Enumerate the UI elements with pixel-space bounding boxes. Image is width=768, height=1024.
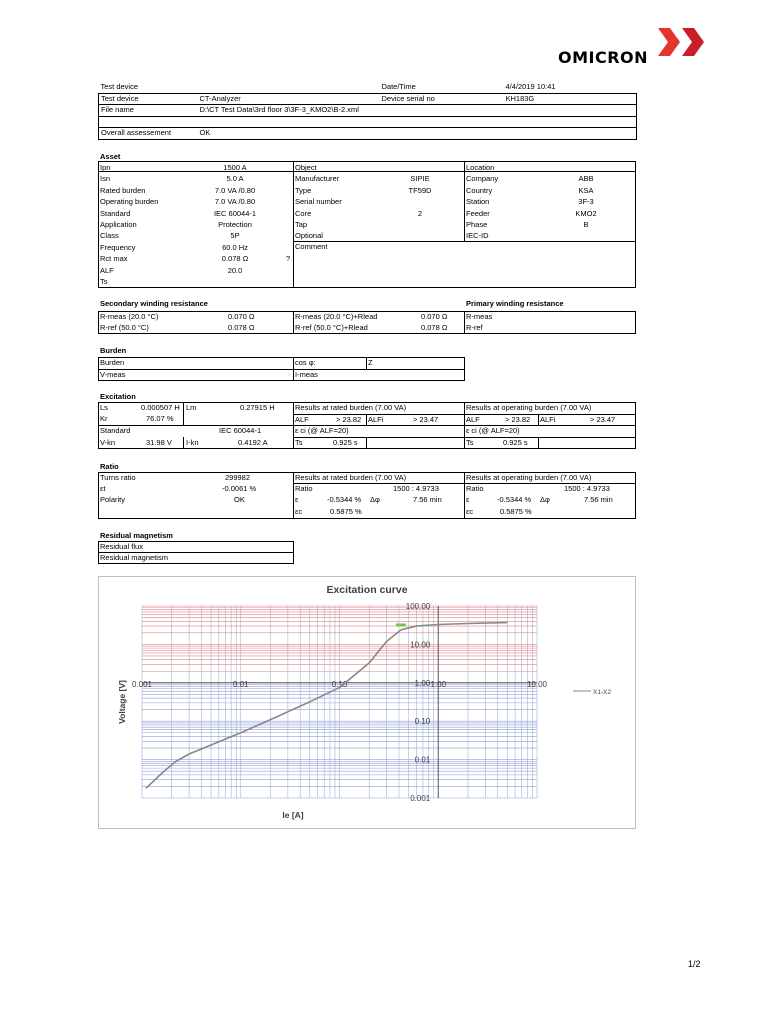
asset-row-label: Ipn: [100, 163, 111, 172]
primary-winding-title: Primary winding resistance: [466, 299, 564, 308]
asset-row: [466, 173, 634, 184]
turns-label: Turns ratio: [100, 473, 136, 482]
y-tick-label: 0.001: [410, 794, 431, 803]
asset-row-value: Protection: [218, 219, 252, 229]
rmeas-lead-value: 0.070 Ω: [421, 312, 448, 321]
ikn-value: 0.4192 A: [238, 438, 268, 447]
x-tick-label: 0.01: [232, 679, 249, 689]
ratio-rated-e-label: ε: [295, 495, 299, 504]
y-tick-label: 10.00: [410, 640, 431, 650]
rref-lead-label: R-ref (50.0 °C)+Rlead: [295, 323, 368, 332]
asset-row-label: Standard: [100, 208, 131, 218]
rct-mark: ?: [286, 254, 291, 263]
vkn-label: V-kn: [100, 438, 116, 447]
asset-location: [466, 162, 634, 242]
y-tick-label: 1.00: [414, 678, 431, 688]
ratio-oper-ec-label: εc: [466, 507, 474, 516]
datetime-value: 4/4/2019 10:41: [505, 82, 556, 92]
excitation-chart: [98, 576, 636, 829]
ratio-oper-dphi-value: 7.56 min: [584, 495, 613, 504]
ratio-rated-title: Results at rated burden (7.00 VA): [295, 473, 407, 482]
exc-rated-alf-label: ALF: [295, 415, 309, 424]
serial-label: Device serial no: [380, 93, 504, 105]
exc-rated-ts-label: Ts: [295, 438, 303, 447]
asset-row-label: Rated burden: [100, 185, 146, 195]
brand-name: OMICRON: [558, 48, 649, 67]
ikn-label: I-kn: [186, 438, 199, 447]
asset-row: [295, 208, 463, 219]
rref-lead-value: 0.078 Ω: [421, 323, 448, 332]
exc-oper-alfi-value: > 23.47: [590, 415, 616, 424]
device-label: Test device: [99, 93, 198, 105]
residual-title: Residual magnetism: [100, 531, 173, 540]
asset-row: [100, 185, 292, 196]
ratio-rated-ratio-label: Ratio: [295, 484, 313, 493]
et-value: -0.0061 %: [222, 484, 257, 493]
x-tick-label: 1.00: [430, 679, 447, 689]
asset-row-value: 5P: [230, 231, 240, 241]
exc-oper-ts-value: 0.925 s: [503, 438, 528, 447]
ratio-title: Ratio: [100, 462, 119, 471]
polarity-value: OK: [234, 495, 245, 504]
overall-label: Overall assessement: [99, 128, 198, 140]
ratio-oper-ratio-label: Ratio: [466, 484, 484, 493]
burden-label: Burden: [100, 358, 125, 367]
asset-row-label: Serial number: [295, 197, 342, 207]
residual-magnetism-label: Residual magnetism: [100, 553, 168, 562]
secondary-winding-title: Secondary winding resistance: [100, 299, 208, 308]
exc-oper-ts-label: Ts: [466, 438, 474, 447]
asset-row: [466, 219, 634, 230]
z-label: Z: [368, 358, 373, 367]
asset-row: [100, 162, 292, 173]
asset-title: Asset: [100, 152, 121, 161]
exc-rated-title: Results at rated burden (7.00 VA): [295, 403, 407, 412]
ratio-oper-dphi-label: Δφ: [540, 495, 550, 504]
asset-row: [466, 230, 634, 241]
asset-row-label: Station: [466, 197, 490, 207]
exc-oper-alf-label: ALF: [466, 415, 480, 424]
asset-row-value: 1500 A: [223, 163, 247, 172]
asset-row: [295, 173, 463, 184]
asset-row: [295, 185, 463, 196]
burden-title: Burden: [100, 346, 127, 355]
cos-label: cos φ:: [295, 358, 316, 367]
ratio-rated-dphi-value: 7.56 min: [413, 495, 442, 504]
test-device-label: Test device: [100, 82, 139, 92]
turns-value: 299982: [225, 473, 251, 482]
asset-row-label: Rct max: [100, 254, 128, 264]
asset-row-label: Isn: [100, 174, 111, 184]
vkn-value: 31.98 V: [146, 438, 172, 447]
asset-row-label: Phase: [466, 219, 488, 229]
asset-row-value: SIPIE: [410, 174, 430, 184]
x-tick-label: 10.00: [526, 679, 548, 689]
asset-row: [295, 230, 463, 241]
exc-oper-eci-label: ε ci (@ ALF=20): [466, 426, 520, 435]
ratio-rated-e-value: -0.5344 %: [327, 495, 362, 504]
overall-value: OK: [198, 128, 637, 140]
asset-row-label: Core: [295, 208, 312, 218]
exc-standard-value: IEC 60044-1: [219, 426, 262, 435]
asset-row: [466, 185, 634, 196]
asset-row-label: ALF: [100, 265, 114, 275]
asset-ratings: [100, 162, 292, 287]
asset-row-value: 20.0: [227, 265, 243, 275]
y-tick-label: 100.00: [405, 602, 431, 611]
asset-row: [100, 253, 292, 264]
asset-row-value: KSA: [578, 185, 594, 195]
vmeas-label: V-meas: [100, 370, 126, 379]
asset-row-value: IEC 60044-1: [213, 208, 257, 218]
file-value: D:\CT Test Data\3rd floor 3\3F-3_KMO2\B-2.xml: [198, 105, 637, 117]
x-axis-label: Ie [A]: [282, 810, 304, 820]
ratio-oper-ratio-value: 1500 : 4.9733: [564, 484, 610, 493]
x-tick-label: 0.10: [331, 679, 348, 689]
asset-row-value: B: [583, 219, 589, 229]
exc-rated-eci-label: ε ci (@ ALF=20): [295, 426, 349, 435]
x-tick-label: 0.001: [131, 679, 153, 689]
asset-row: [100, 173, 292, 184]
asset-row: [295, 196, 463, 207]
asset-row: [100, 265, 292, 276]
et-label: εt: [100, 484, 106, 493]
object-title: Object: [295, 163, 317, 172]
asset-row-label: Optional: [295, 231, 323, 241]
asset-row-label: IEC-ID: [466, 231, 489, 241]
asset-row-value: 0.078 Ω: [221, 254, 249, 264]
asset-row: [466, 208, 634, 219]
asset-row-label: Type: [295, 185, 312, 195]
ls-label: Ls: [100, 403, 108, 412]
rmeas-label: R-meas (20.0 °C): [100, 312, 159, 321]
file-label: File name: [99, 105, 198, 117]
asset-row-label: Frequency: [100, 242, 136, 252]
serial-value: KH183G: [504, 93, 637, 105]
ratio-rated-ratio-value: 1500 : 4.9733: [393, 484, 439, 493]
excitation-title: Excitation: [100, 392, 136, 401]
ratio-rated-ec-value: 0.5875 %: [330, 507, 362, 516]
asset-row-value: 2: [417, 208, 423, 218]
polarity-label: Polarity: [100, 495, 126, 504]
asset-row: [100, 230, 292, 241]
asset-row-label: Company: [466, 174, 499, 184]
header-table: [98, 82, 637, 140]
legend-label: X1-X2: [593, 689, 612, 696]
asset-row-value: 3F-3: [578, 197, 594, 207]
imeas-label: I-meas: [295, 370, 318, 379]
asset-row: [100, 242, 292, 253]
asset-row-label: Operating burden: [100, 197, 159, 207]
exc-oper-alfi-label: ALFi: [540, 415, 556, 424]
excitation-chart-svg: [99, 577, 635, 828]
lm-label: Lm: [186, 403, 197, 412]
asset-row-label: Country: [466, 185, 493, 195]
asset-row: [100, 208, 292, 219]
kr-label: Kr: [100, 414, 108, 423]
asset-row-value: 5.0 A: [226, 174, 244, 184]
residual-flux-label: Residual flux: [100, 542, 143, 551]
exc-rated-alfi-label: ALFi: [368, 415, 384, 424]
ratio-oper-ec-value: 0.5875 %: [500, 507, 532, 516]
prim-rmeas-label: R-meas: [466, 312, 493, 321]
comment-label: Comment: [295, 242, 328, 251]
exc-oper-alf-value: > 23.82: [505, 415, 531, 424]
chart-title: Excitation curve: [326, 584, 408, 596]
asset-row-value: 7.0 VA /0.80: [214, 197, 256, 207]
exc-oper-title: Results at operating burden (7.00 VA): [466, 403, 592, 412]
lm-value: 0.27915 H: [240, 403, 275, 412]
asset-row-label: Manufacturer: [295, 174, 340, 184]
y-axis-label: Voltage [V]: [117, 680, 127, 724]
asset-row-value: 7.0 VA /0.80: [214, 185, 256, 195]
rref-label: R-ref (50.0 °C): [100, 323, 149, 332]
ls-value: 0.000507 H: [141, 403, 180, 412]
exc-rated-ts-value: 0.925 s: [333, 438, 358, 447]
ratio-rated-ec-label: εc: [295, 507, 303, 516]
asset-row-label: Tap: [295, 219, 308, 229]
datetime-label: Date/Time: [381, 82, 416, 92]
exc-rated-alfi-value: > 23.47: [413, 415, 439, 424]
exc-standard-label: Standard: [100, 426, 131, 435]
asset-row-value: ABB: [578, 174, 594, 184]
device-value: CT-Analyzer: [198, 93, 380, 105]
ratio-rated-dphi-label: Δφ: [370, 495, 380, 504]
asset-row: [100, 219, 292, 230]
asset-row: [100, 276, 292, 287]
asset-row-label: Ts: [100, 276, 108, 286]
asset-row-value: KMO2: [575, 208, 597, 218]
brand-logo-icon: [658, 28, 706, 56]
asset-row: [466, 196, 634, 207]
asset-row-value: TF59D: [408, 185, 432, 195]
ratio-oper-e-label: ε: [466, 495, 470, 504]
asset-row-label: Application: [100, 219, 137, 229]
asset-row-value: 60.0 Hz: [222, 242, 248, 252]
asset-row: [295, 219, 463, 230]
asset-row: [100, 196, 292, 207]
location-title: Location: [466, 163, 495, 172]
prim-rref-label: R-ref: [466, 323, 483, 332]
asset-object: [295, 162, 463, 242]
asset-row-label: Class: [100, 231, 119, 241]
kr-value: 76.07 %: [146, 414, 174, 423]
rmeas-lead-label: R-meas (20.0 °C)+Rlead: [295, 312, 378, 321]
rref-value: 0.078 Ω: [228, 323, 255, 332]
y-tick-label: 0.10: [414, 717, 431, 727]
page-number: 1/2: [688, 959, 701, 969]
asset-row-label: Feeder: [466, 208, 490, 218]
exc-rated-alf-value: > 23.82: [336, 415, 362, 424]
y-tick-label: 0.01: [414, 755, 431, 765]
ratio-oper-e-value: -0.5344 %: [497, 495, 532, 504]
ratio-oper-title: Results at operating burden (7.00 VA): [466, 473, 592, 482]
rmeas-value: 0.070 Ω: [228, 312, 255, 321]
